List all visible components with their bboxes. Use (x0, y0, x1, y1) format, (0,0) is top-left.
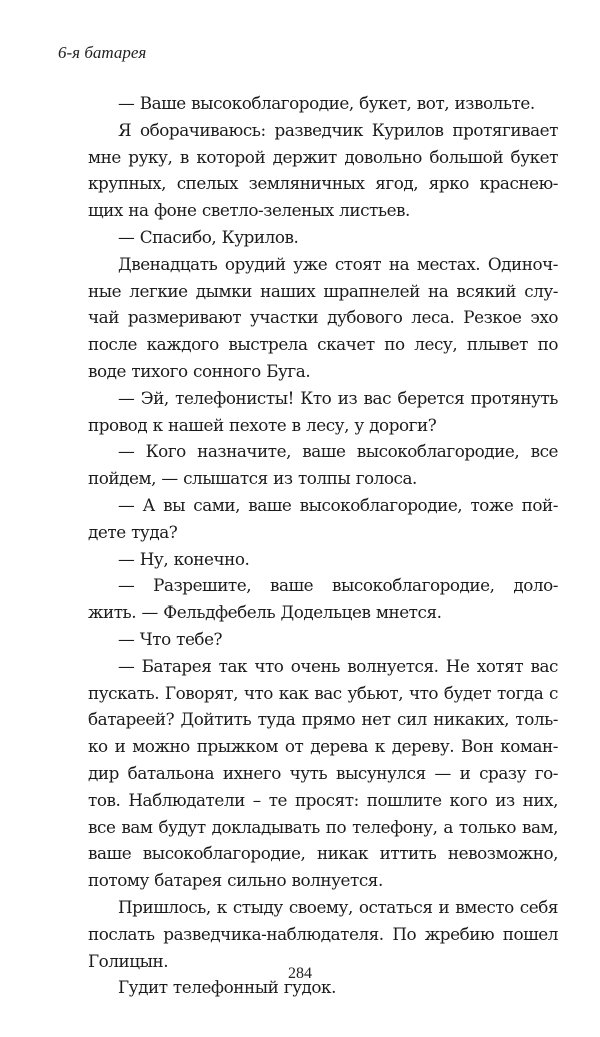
paragraph (88, 224, 558, 251)
running-head: 6-я батарея (58, 43, 147, 62)
text-line: все вам будут докладывать по телефону, а только вам, (88, 816, 558, 837)
text-line: дете туда? (88, 521, 178, 542)
text-line: — Батарея так что очень волнуется. Не хотят вас (118, 655, 558, 676)
text-line: — Разрешите, ваше высокоблагородие, доло- (118, 575, 558, 596)
text-line: Гудит телефонный гудок. (118, 977, 336, 998)
text-line: тов. Наблюдатели – те просят: пошлите кого из них, (88, 789, 558, 810)
text-line: — Спасибо, Курилов. (118, 226, 299, 247)
text-line: Я оборачиваюсь: разведчик Курилов протягивает (118, 119, 558, 140)
paragraph (88, 492, 558, 546)
page-number: 284 (288, 965, 312, 982)
paragraph (88, 117, 558, 224)
paragraph (88, 90, 558, 117)
text-line: — Ваше высокоблагородие, букет, вот, извольте. (118, 93, 535, 113)
text-line: крупных, спелых земляничных ягод, ярко краснею- (88, 173, 558, 194)
text-line: Пришлось, к стыду своему, остаться и вместо себя (118, 896, 558, 917)
text-line: пойдем, — слышатся из толпы голоса. (88, 468, 417, 489)
text-line: ваше высокоблагородие, никак иттить невозможно, (88, 843, 558, 864)
paragraph (88, 438, 558, 492)
paragraph (88, 385, 558, 439)
paragraph (88, 653, 558, 894)
text-line: — А вы сами, ваше высокоблагородие, тоже пой- (118, 494, 558, 515)
text-line: провод к нашей пехоте в лесу, у дороги? (88, 414, 437, 435)
text-line: — Ну, конечно. (118, 548, 250, 569)
text-line: — Что тебе? (118, 628, 223, 649)
text-line: Двенадцать орудий уже стоят на местах. Одиноч- (118, 253, 558, 274)
text-line: — Эй, телефонисты! Кто из вас берется протянуть (118, 387, 558, 408)
paragraph (88, 546, 558, 573)
text-line: щих на фоне светло-зеленых листьев. (88, 200, 410, 221)
text-line: мне руку, в которой держит довольно большой букет (88, 146, 558, 167)
text-line: Голицын. (88, 950, 169, 971)
paragraph (88, 626, 558, 653)
text-line: жить. — Фельдфебель Додельцев мнется. (88, 602, 442, 623)
text-line: послать разведчика-наблюдателя. По жребию пошел (88, 923, 558, 944)
text-line: пускать. Говорят, что как вас убьют, что будет тогда с (88, 682, 558, 703)
text-line: батареей? Дойтить туда прямо нет сил никаких, толь- (88, 709, 558, 730)
body-text (88, 90, 558, 1001)
paragraph (88, 894, 558, 974)
paragraph (88, 572, 558, 626)
text-line: ные легкие дымки наших шрапнелей на всякий слу- (88, 280, 558, 301)
text-line: — Кого назначите, ваше высокоблагородие, все (118, 441, 558, 462)
text-line: ко и можно прыжком от дерева к дереву. Вон коман- (88, 736, 558, 757)
text-line: дир батальона ихнего чуть высунулся — и сразу го- (88, 762, 558, 783)
text-line: воде тихого сонного Буга. (88, 360, 311, 381)
paragraph (88, 251, 558, 385)
text-line: потому батарея сильно волнуется. (88, 870, 383, 891)
text-line: чай размеривают участки дубового леса. Резкое эхо (88, 307, 558, 328)
text-line: после каждого выстрела скачет по лесу, плывет по (88, 334, 558, 355)
